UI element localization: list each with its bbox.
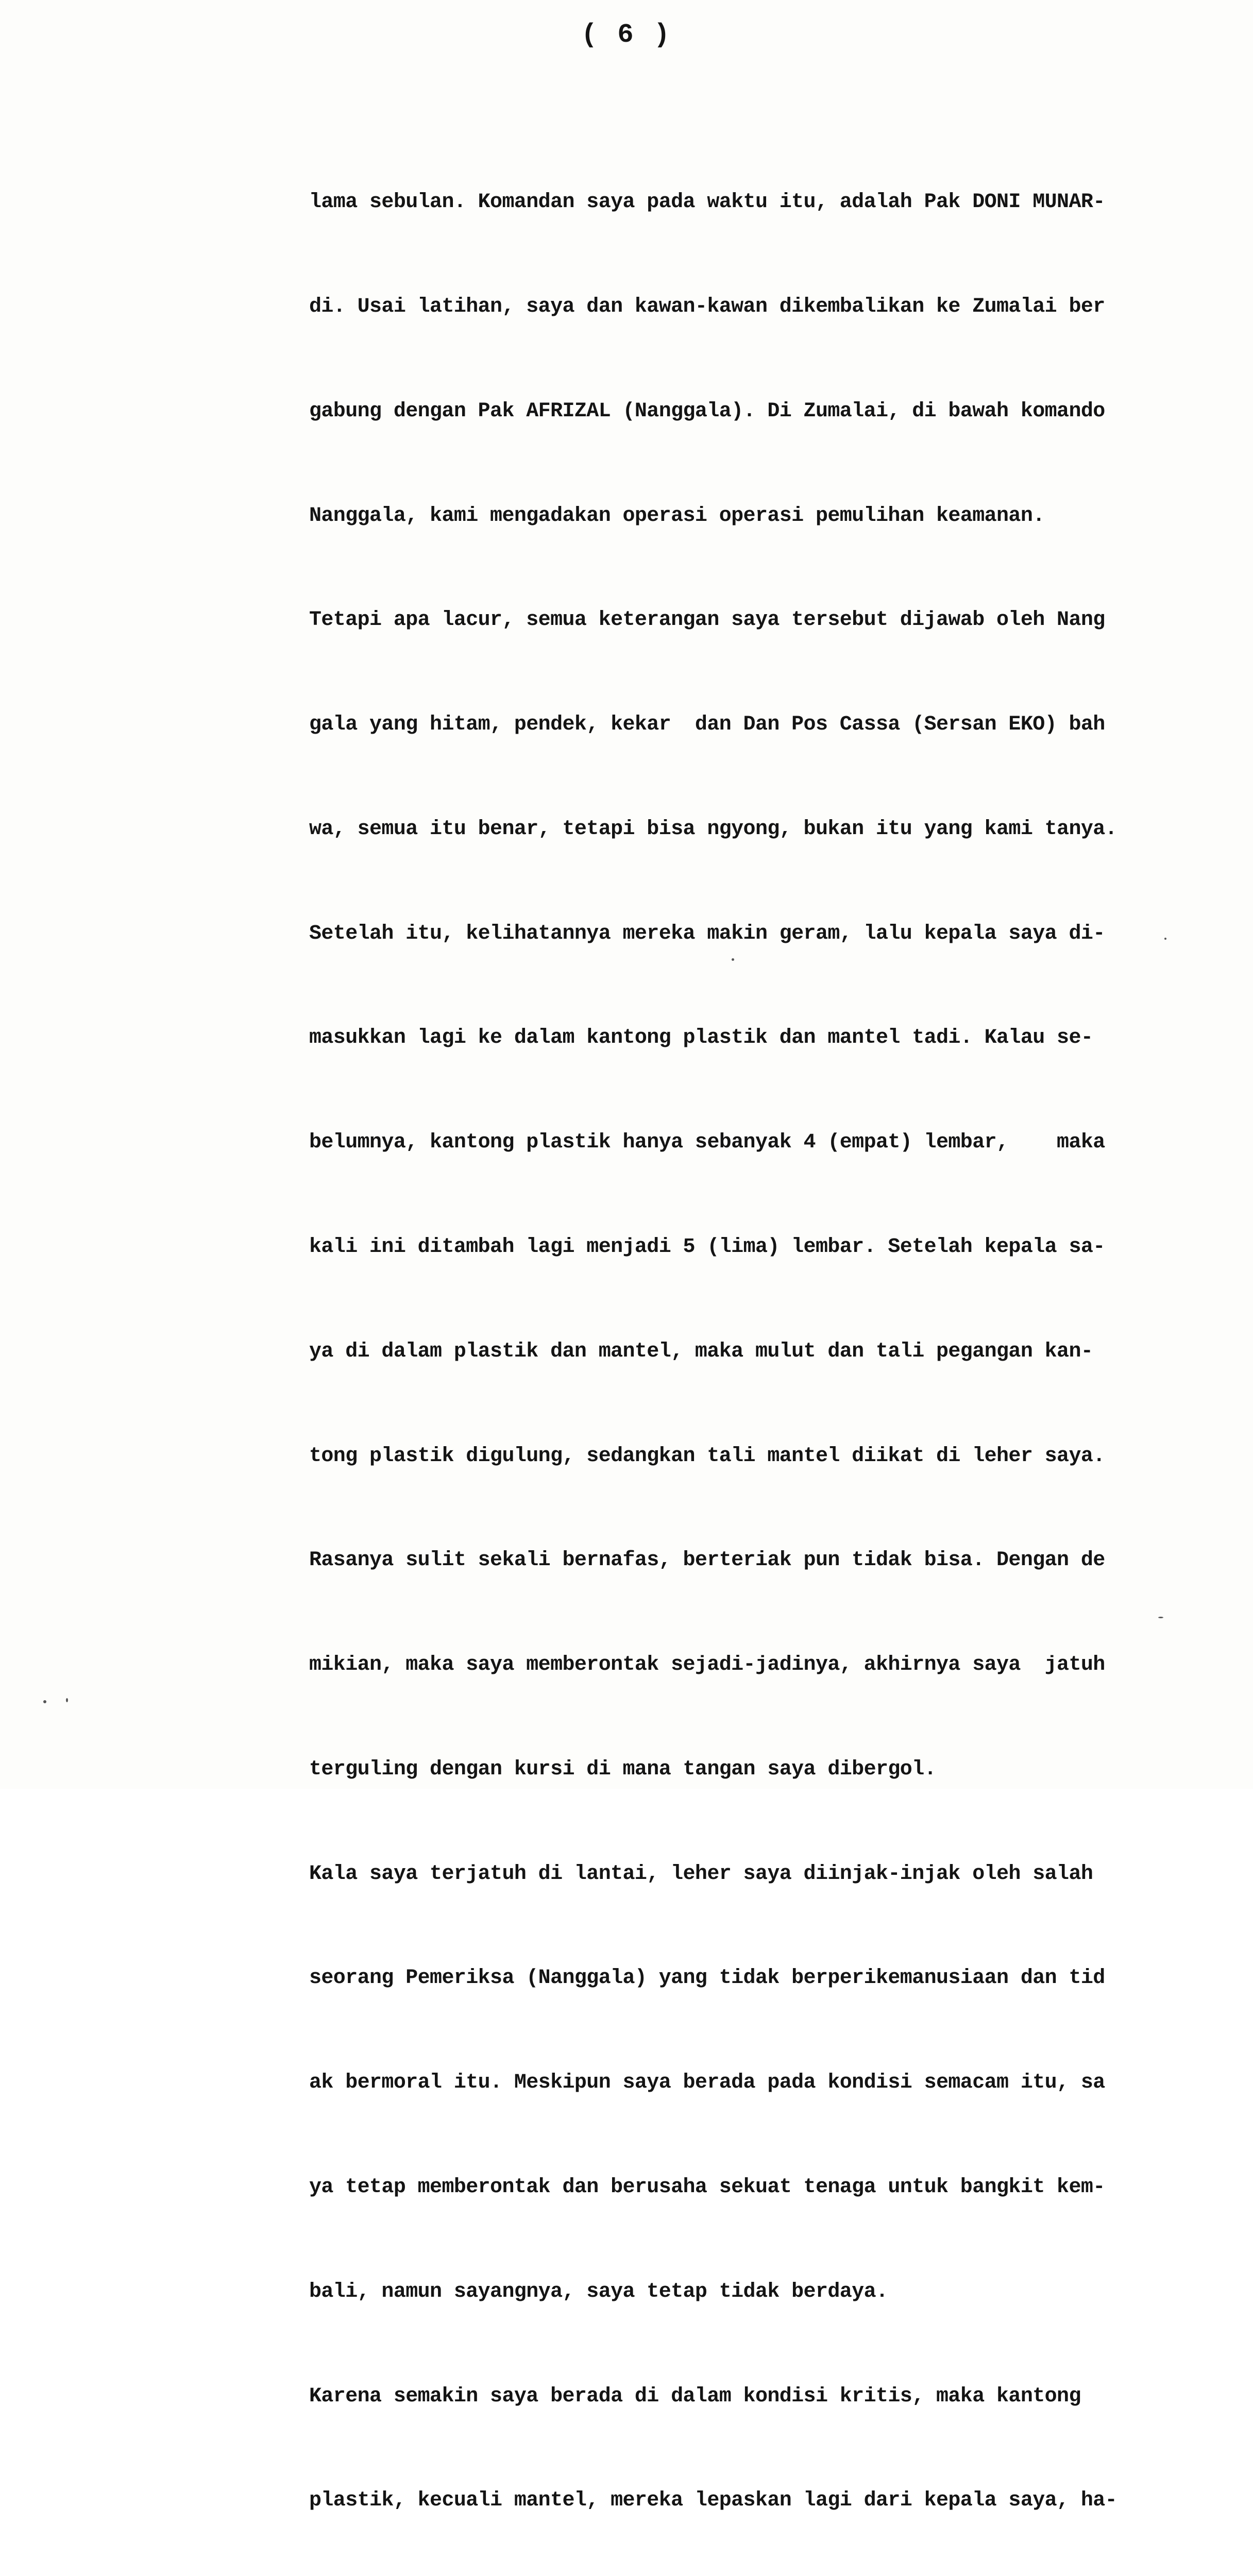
text-line: Tetapi apa lacur, semua keterangan saya tersebut dijawab oleh Nang xyxy=(309,608,1105,632)
scan-speck xyxy=(66,1698,68,1702)
text-line: Kala saya terjatuh di lantai, leher saya diinjak-injak oleh salah xyxy=(309,1862,1093,1886)
text-line: di. Usai latihan, saya dan kawan-kawan dikembalikan ke Zumalai ber xyxy=(309,295,1105,318)
text-line: masukkan lagi ke dalam kantong plastik dan mantel tadi. Kalau se- xyxy=(309,1026,1093,1050)
scan-speck xyxy=(1164,938,1166,940)
body-text xyxy=(309,115,1185,2576)
text-line: bali, namun sayangnya, saya tetap tidak berdaya. xyxy=(309,2280,888,2303)
text-line: gabung dengan Pak AFRIZAL (Nanggala). Di Zumalai, di bawah komando xyxy=(309,399,1105,423)
scan-speck xyxy=(732,958,734,961)
text-line: lama sebulan. Komandan saya pada waktu itu, adalah Pak DONI MUNAR- xyxy=(309,191,1105,214)
text-line: kali ini ditambah lagi menjadi 5 (lima) lembar. Setelah kepala sa- xyxy=(309,1235,1105,1259)
text-line: Karena semakin saya berada di dalam kondisi kritis, maka kantong xyxy=(309,2384,1081,2408)
page-number: ( 6 ) xyxy=(581,20,672,50)
text-line: ya tetap memberontak dan berusaha sekuat tenaga untuk bangkit kem- xyxy=(309,2176,1105,2199)
text-line: tong plastik digulung, sedangkan tali mantel diikat di leher saya. xyxy=(309,1444,1105,1468)
text-line: ak bermoral itu. Meskipun saya berada pada kondisi semacam itu, sa xyxy=(309,2071,1105,2095)
text-line: Rasanya sulit sekali bernafas, berteriak pun tidak bisa. Dengan de xyxy=(309,1549,1105,1572)
text-line: plastik, kecuali mantel, mereka lepaskan lagi dari kepala saya, ha- xyxy=(309,2489,1117,2513)
text-line: wa, semua itu benar, tetapi bisa ngyong, bukan itu yang kami tanya. xyxy=(309,817,1117,841)
text-line: belumnya, kantong plastik hanya sebanyak 4 (empat) lembar, maka xyxy=(309,1131,1105,1155)
text-line: terguling dengan kursi di mana tangan saya dibergol. xyxy=(309,1757,937,1781)
scan-speck xyxy=(43,1700,46,1703)
scan-speck xyxy=(1158,1617,1163,1618)
text-line: Setelah itu, kelihatannya mereka makin geram, lalu kepala saya di- xyxy=(309,922,1105,945)
text-line: ya di dalam plastik dan mantel, maka mulut dan tali pegangan kan- xyxy=(309,1340,1093,1363)
text-line: seorang Pemeriksa (Nanggala) yang tidak berperikemanusiaan dan tid xyxy=(309,1967,1105,1990)
text-line: mikian, maka saya memberontak sejadi-jadinya, akhirnya saya jatuh xyxy=(309,1653,1105,1677)
text-line: gala yang hitam, pendek, kekar dan Dan Pos Cassa (Sersan EKO) bah xyxy=(309,713,1105,737)
text-line: Nanggala, kami mengadakan operasi operasi pemulihan keamanan. xyxy=(309,504,1045,528)
